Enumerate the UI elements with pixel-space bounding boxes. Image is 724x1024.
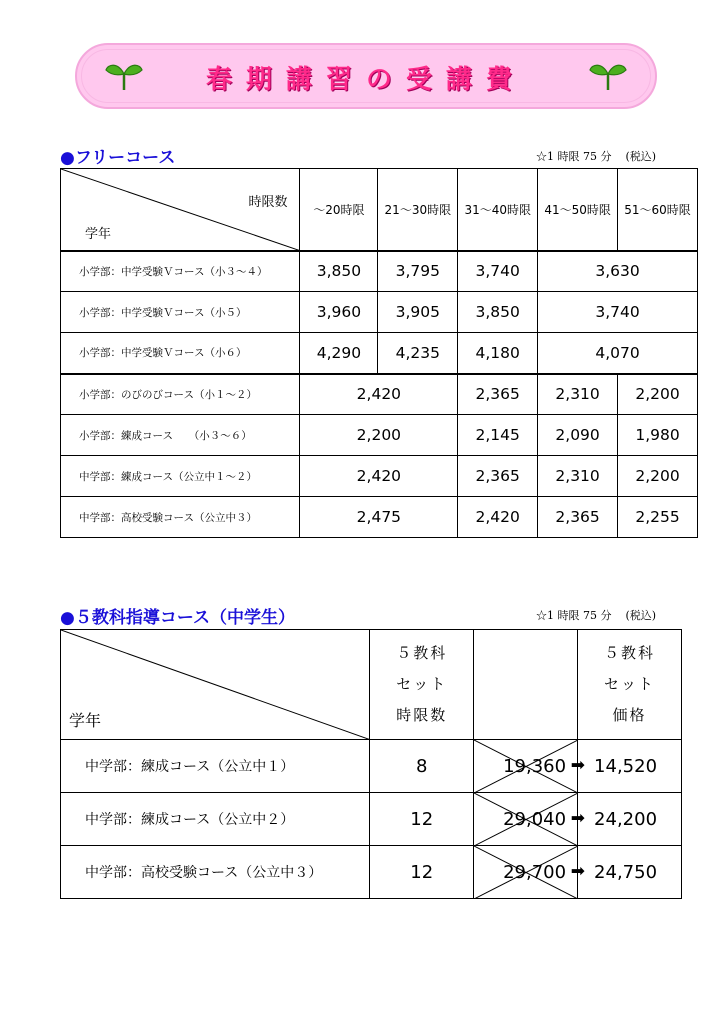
column-header: 51～60時限 xyxy=(618,169,698,251)
header-line: ５教科 xyxy=(604,644,656,662)
grade-cell: 中学部：練成コース（公立中１） xyxy=(61,740,370,793)
free-course-note xyxy=(536,148,656,164)
price-cell: 4,235 xyxy=(378,333,458,374)
old-price-cell xyxy=(474,793,586,846)
header-grade-label: 学年 xyxy=(69,711,102,730)
page-title: 春期講習の受講費 xyxy=(205,65,526,95)
old-price: 19,360 xyxy=(503,755,567,777)
header-line: ５教科 xyxy=(396,644,448,662)
table-row xyxy=(61,456,698,497)
header-line: 価格 xyxy=(612,706,647,724)
price-cell: 4,070 xyxy=(538,333,698,374)
header-periods-label: 時限数 xyxy=(248,195,288,210)
header-line: 時限数 xyxy=(396,706,448,724)
price-cell: 3,740 xyxy=(538,292,698,333)
five-subject-heading xyxy=(60,603,295,628)
price-cell: 2,420 xyxy=(458,497,538,538)
sprout-icon xyxy=(588,60,628,92)
header-corner-cell xyxy=(61,630,370,740)
five-subject-table xyxy=(60,629,682,899)
price-cell: 2,255 xyxy=(618,497,698,538)
grade-cell: 小学部：のびのびコース（小１～２） xyxy=(61,374,300,415)
table-row xyxy=(61,333,698,374)
arrow-right-icon: ➡ xyxy=(570,861,586,882)
new-price-cell: 14,520 xyxy=(578,740,682,793)
price-cell: 3,850 xyxy=(300,251,378,292)
note-tax: (税込) xyxy=(625,150,657,163)
header-periods-cell xyxy=(370,630,474,740)
grade-cell: 中学部：高校受験コース（公立中３） xyxy=(61,846,370,899)
table-row xyxy=(61,846,682,899)
price-cell: 2,145 xyxy=(458,415,538,456)
new-price-cell: 24,200 xyxy=(578,793,682,846)
grade-cell: 小学部：中学受験Ｖコース（小５） xyxy=(61,292,300,333)
price-cell: 2,420 xyxy=(300,374,458,415)
old-price: 29,700 xyxy=(503,861,567,883)
price-cell: 4,180 xyxy=(458,333,538,374)
bullet-icon: ● xyxy=(60,608,75,628)
diagonal-line xyxy=(61,630,371,740)
price-cell: 2,200 xyxy=(618,456,698,497)
price-cell: 3,960 xyxy=(300,292,378,333)
free-course-table xyxy=(60,168,698,538)
grade-cell: 小学部：練成コース （小３～６） xyxy=(61,415,300,456)
column-header: ～20時限 xyxy=(300,169,378,251)
periods-cell: 12 xyxy=(370,846,474,899)
price-cell: 2,310 xyxy=(538,456,618,497)
price-cell: 2,365 xyxy=(458,374,538,415)
table-row xyxy=(61,292,698,333)
table-row xyxy=(61,793,682,846)
column-header: 41～50時限 xyxy=(538,169,618,251)
table-header-row xyxy=(61,630,682,740)
price-cell: 2,200 xyxy=(300,415,458,456)
new-price-cell: 24,750 xyxy=(578,846,682,899)
periods-cell: 8 xyxy=(370,740,474,793)
price-cell: 2,310 xyxy=(538,374,618,415)
title-banner xyxy=(75,43,657,109)
free-course-heading xyxy=(60,143,175,168)
note-tax: (税込) xyxy=(625,609,657,622)
header-grade-label: 学年 xyxy=(85,226,112,242)
table-row xyxy=(61,374,698,415)
price-cell: 2,365 xyxy=(458,456,538,497)
price-cell: 3,630 xyxy=(538,251,698,292)
grade-cell: 小学部：中学受験Ｖコース（小３～４） xyxy=(61,251,300,292)
grade-cell: 中学部：高校受験コース（公立中３） xyxy=(61,497,300,538)
arrow-right-icon: ➡ xyxy=(570,808,586,829)
price-cell: 2,475 xyxy=(300,497,458,538)
header-empty-cell xyxy=(474,630,578,740)
header-corner-cell xyxy=(61,169,300,251)
price-cell: 3,905 xyxy=(378,292,458,333)
price-cell: 2,090 xyxy=(538,415,618,456)
price-cell: 3,740 xyxy=(458,251,538,292)
table-row xyxy=(61,497,698,538)
note-unit: ☆1 時限 75 分 xyxy=(536,609,612,622)
header-line: セット xyxy=(604,675,656,693)
arrow-right-icon: ➡ xyxy=(570,755,586,776)
grade-cell: 中学部：練成コース（公立中１～２） xyxy=(61,456,300,497)
price-cell: 2,200 xyxy=(618,374,698,415)
grade-cell: 小学部：中学受験Ｖコース（小６） xyxy=(61,333,300,374)
price-cell: 3,795 xyxy=(378,251,458,292)
price-cell: 2,420 xyxy=(300,456,458,497)
table-row xyxy=(61,251,698,292)
grade-cell: 中学部：練成コース（公立中２） xyxy=(61,793,370,846)
five-subject-heading-text: ５教科指導コース（中学生） xyxy=(74,608,295,628)
price-cell: 3,850 xyxy=(458,292,538,333)
header-line: セット xyxy=(396,675,448,693)
table-row xyxy=(61,740,682,793)
old-price-cell xyxy=(474,740,586,793)
periods-cell: 12 xyxy=(370,793,474,846)
table-row xyxy=(61,415,698,456)
header-price-cell xyxy=(578,630,682,740)
table-header-row xyxy=(61,169,698,251)
old-price-cell xyxy=(474,846,586,899)
price-cell: 4,290 xyxy=(300,333,378,374)
five-subject-note xyxy=(536,607,656,623)
column-header: 21～30時限 xyxy=(378,169,458,251)
old-price: 29,040 xyxy=(503,808,567,830)
bullet-icon: ● xyxy=(60,148,75,168)
price-cell: 2,365 xyxy=(538,497,618,538)
note-unit: ☆1 時限 75 分 xyxy=(536,150,612,163)
free-course-heading-text: フリーコース xyxy=(74,148,176,168)
column-header: 31～40時限 xyxy=(458,169,538,251)
price-cell: 1,980 xyxy=(618,415,698,456)
